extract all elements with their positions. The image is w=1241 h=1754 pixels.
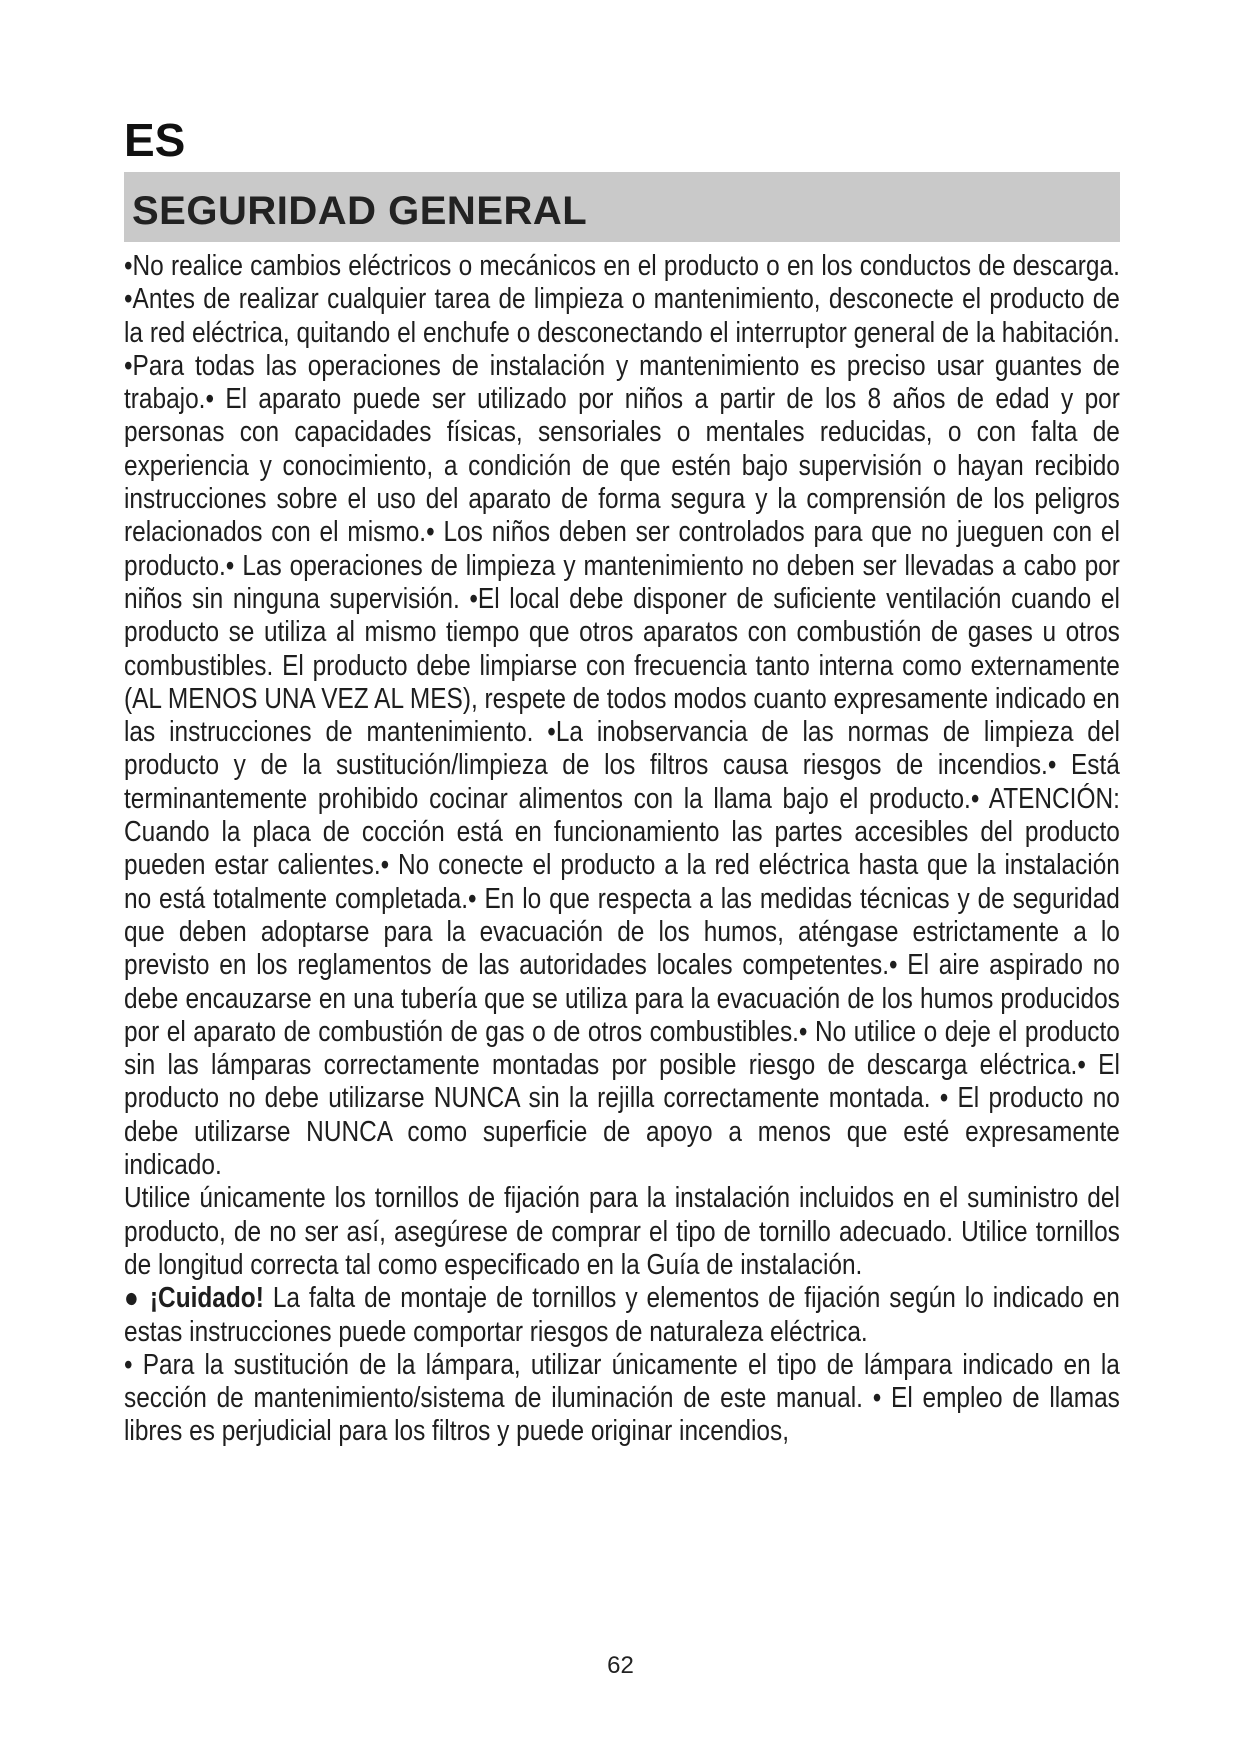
caution-paragraph — [124, 1282, 1120, 1349]
safety-paragraph-main: •No realice cambios eléctricos o mecánicos en el producto o en los conductos de descarga. •Antes de realizar cualquier tarea de limpieza o mantenimiento, desconecte el producto de la red eléctrica, quitando el enchufe o desconectando el interruptor general de la habitación. •Para todas las operaciones de instalación y mantenimiento es preciso usar guantes de trabajo.• El aparato puede ser utilizado por niños a partir de los 8 años de edad y por personas con capacidades físicas, sensoriales o mentales reducidas, o con falta de experiencia y conocimiento, a condición de que estén bajo supervisión o hayan recibido instrucciones sobre el uso del aparato de forma segura y la comprensión de los peligros relacionados con el mismo.• Los niños deben ser controlados para que no jueguen con el producto.• Las operaciones de limpieza y mantenimiento no deben ser llevadas a cabo por niños sin ninguna supervisión. •El local debe disponer de suficiente ventilación cuando el producto se utiliza al mismo tiempo que otros aparatos con combustión de gases u otros combustibles. El producto debe limpiarse con frecuencia tanto interna como externamente (AL MENOS UNA VEZ AL MES), respete de todos modos cuanto expresamente indicado en las instrucciones de mantenimiento. •La inobservancia de las normas de limpieza del producto y de la sustitución/limpieza de los filtros causa riesgos de incendios.• Está terminantemente prohibido cocinar alimentos con la llama bajo el producto.• ATENCIÓN: Cuando la placa de cocción está en funcionamiento las partes accesibles del producto pueden estar calientes.• No conecte el producto a la red eléctrica hasta que la instalación no está totalmente completada.• En lo que respecta a las medidas técnicas y de seguridad que deben adoptarse para la evacuación de los humos, aténgase estrictamente a lo previsto en los reglamentos de las autoridades locales competentes.• El aire aspirado no debe encauzarse en una tubería que se utiliza para la evacuación de los humos producidos por el aparato de combustión de gas o de otros combustibles.• No utilice o deje el producto sin las lámparas correctamente montadas por posible riesgo de descarga eléctrica.• El producto no debe utilizarse NUNCA sin la rejilla correctamente montada. • El producto no debe utilizarse NUNCA como superficie de apoyo a menos que esté expresamente indicado. — [124, 250, 1120, 1182]
caution-label: ● ¡Cuidado! — [124, 1282, 264, 1315]
lamp-paragraph: • Para la sustitución de la lámpara, utilizar únicamente el tipo de lámpara indicado en la sección de mantenimiento/sistema de iluminación de este manual. • El empleo de llamas libres es perjudicial para los filtros y puede originar incendios, — [124, 1348, 1120, 1448]
language-code: ES — [124, 114, 186, 166]
section-title: SEGURIDAD GENERAL — [132, 189, 588, 233]
caution-text: La falta de montaje de tornillos y elementos de fijación según lo indicado en estas instrucciones puede comportar riesgos de naturaleza eléctrica. — [124, 1282, 1120, 1348]
section-header-bar — [124, 172, 1120, 242]
body-text — [124, 250, 1120, 1449]
page-number: 62 — [607, 1652, 634, 1679]
screws-paragraph: Utilice únicamente los tornillos de fijación para la instalación incluidos en el suministro del producto, de no ser así, asegúrese de comprar el tipo de tornillo adecuado. Utilice tornillos de longitud correcta tal como especificado en la Guía de instalación. — [124, 1182, 1120, 1281]
